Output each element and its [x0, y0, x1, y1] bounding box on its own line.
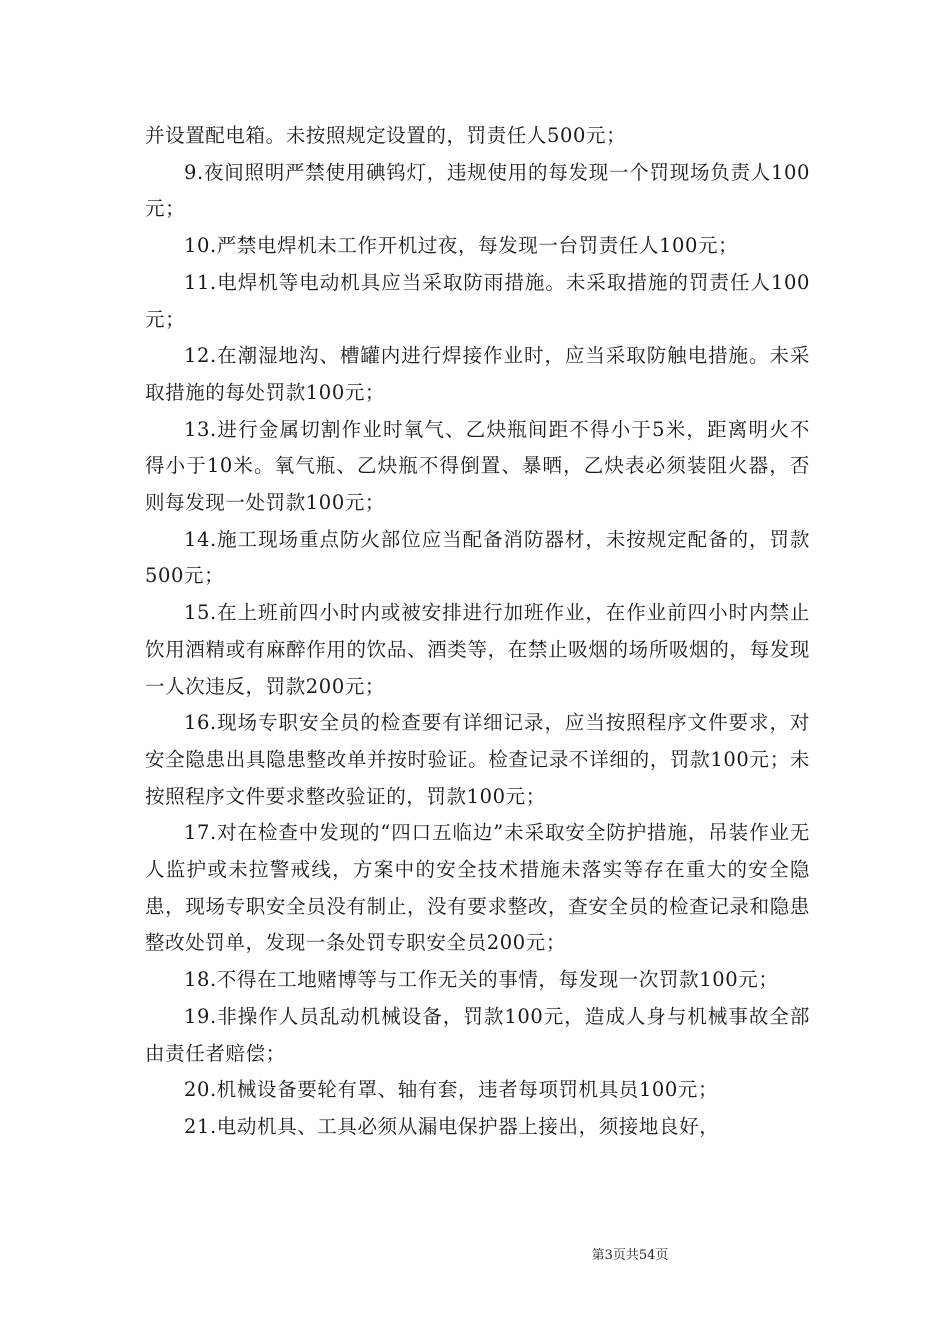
paragraph-item-9: 9.夜间照明严禁使用碘钨灯，违规使用的每发现一个罚现场负责人100元； — [145, 160, 810, 221]
paragraph-item-20: 20.机械设备要轮有罩、轴有套，违者每项罚机具员100元； — [184, 1078, 719, 1102]
paragraph-item-21: 21.电动机具、工具必须从漏电保护器上接出，须接地良好， — [184, 1114, 720, 1138]
paragraph-continuation: 并设置配电箱。未按照规定设置的，罚责任人500元； — [145, 124, 627, 147]
paragraph-item-13: 13.进行金属切割作业时氧气、乙炔瓶间距不得小于5米，距离明火不得小于10米。氧气瓶、乙炔瓶不得倒置、暴晒，乙炔表必须装阻火器，否则每发现一处罚款100元； — [145, 417, 810, 515]
paragraph-item-12: 12.在潮湿地沟、槽罐内进行焊接作业时，应当采取防触电措施。未采取措施的每处罚款100元； — [145, 344, 810, 404]
paragraph-item-16: 16.现场专职安全员的检查要有详细记录，应当按照程序文件要求，对安全隐患出具隐患整改单并按时验证。检查记录不详细的，罚款100元；未按照程序文件要求整改验证的，罚款100元； — [145, 711, 810, 808]
paragraph-item-18: 18.不得在工地赌博等与工作无关的事情，每发现一次罚款100元； — [184, 968, 779, 992]
paragraph-item-17: 17.对在检查中发现的“四口五临边”未采取安全防护措施，吊装作业无人监护或未拉警戒线，方案中的安全技术措施未落实等存在重大的安全隐患，现场专职安全员没有制止，没有要求整改，查安全员的检查记录和隐患整改处罚单，发现一条处罚专职安全员200元； — [145, 821, 810, 955]
paragraph-item-15: 15.在上班前四小时内或被安排进行加班作业，在作业前四小时内禁止饮用酒精或有麻醉作用的饮品、酒类等，在禁止吸烟的场所吸烟的，每发现一人次违反，罚款200元； — [145, 601, 810, 698]
paragraph-item-11: 11.电焊机等电动机具应当采取防雨措施。未采取措施的罚责任人100元； — [145, 270, 810, 331]
page-number-footer: 第3页共54页 — [591, 1248, 669, 1263]
paragraph-item-10: 10.严禁电焊机未工作开机过夜，每发现一台罚责任人100元； — [184, 234, 739, 258]
paragraph-item-19: 19.非操作人员乱动机械设备，罚款100元，造成人身与机械事故全部由责任者赔偿； — [145, 1004, 810, 1065]
paragraph-item-14: 14.施工现场重点防火部位应当配备消防器材，未按规定配备的，罚款500元； — [145, 527, 810, 588]
body-text — [145, 118, 810, 1146]
